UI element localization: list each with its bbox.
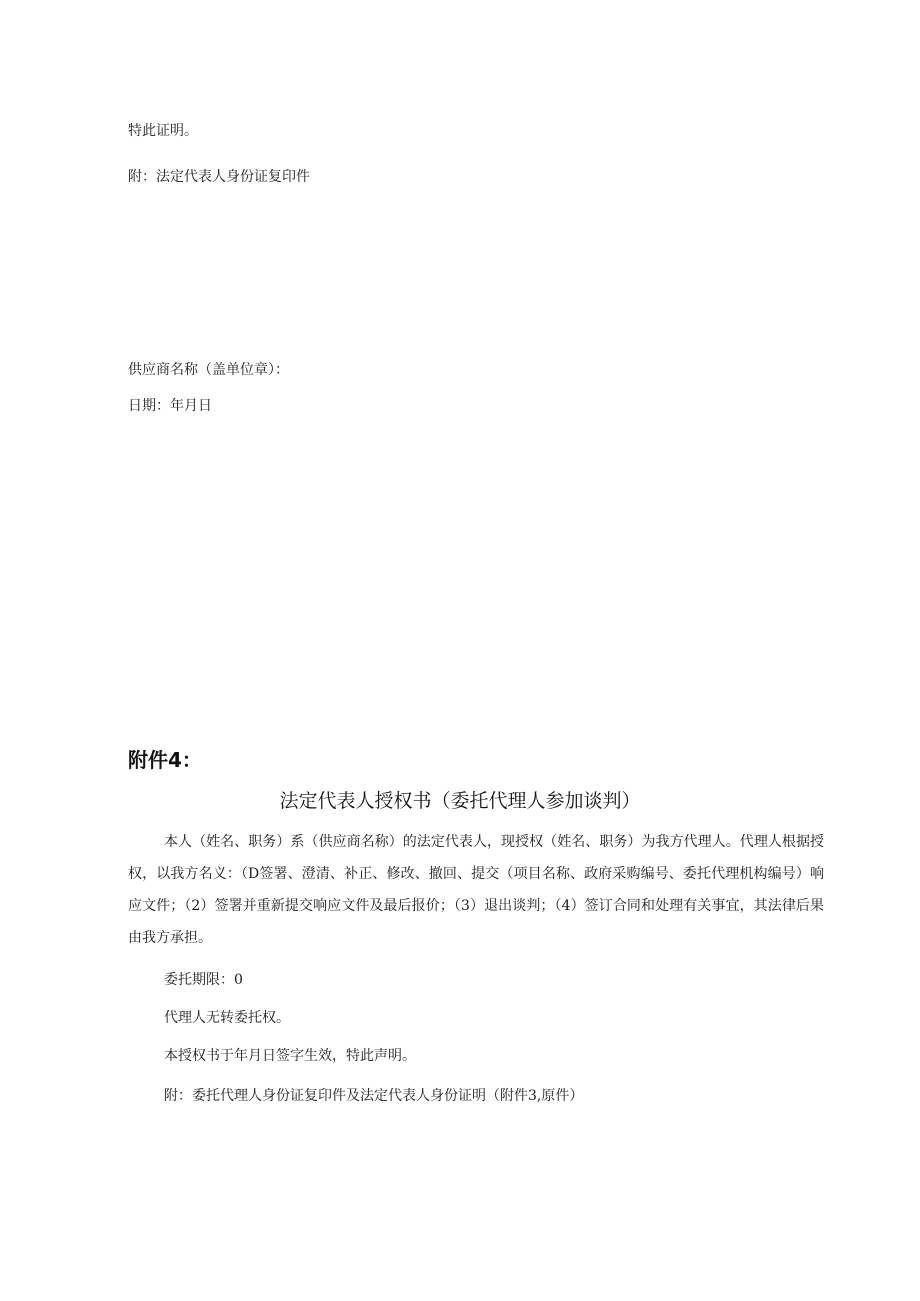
supplier-name-seal-line: 供应商名称（盖单位章）：	[128, 362, 289, 378]
document-title: 法定代表人授权书（委托代理人参加谈判）	[279, 790, 641, 812]
attachment-documents-note: 附：委托代理人身份证复印件及法定代表人身份证明（附件3,原件）	[164, 1088, 584, 1104]
attachment-4-heading: 附件4：	[128, 748, 202, 772]
date-line: 日期：年月日	[128, 398, 212, 414]
certification-statement: 特此证明。	[128, 123, 198, 139]
authorization-term-line: 委托期限：0	[164, 972, 243, 988]
effective-date-statement: 本授权书于年月日签字生效，特此声明。	[164, 1048, 416, 1064]
attachment-note-id-copy: 附：法定代表人身份证复印件	[128, 169, 310, 185]
no-sub-delegation-line: 代理人无转委托权。	[164, 1010, 290, 1026]
authorization-body-paragraph: 本人（姓名、职务）系（供应商名称）的法定代表人，现授权（姓名、职务）为我方代理人。代理人根据授权，以我方名义：（D签署、澄清、补正、修改、撤回、提交（项目名称、政府采购编号、委托代理机构编号）响应文件；（2）签署并重新提交响应文件及最后报价；（3）退出谈判；（4）签订合同和处理有关事宜，其法律后果由我方承担。	[128, 834, 824, 946]
